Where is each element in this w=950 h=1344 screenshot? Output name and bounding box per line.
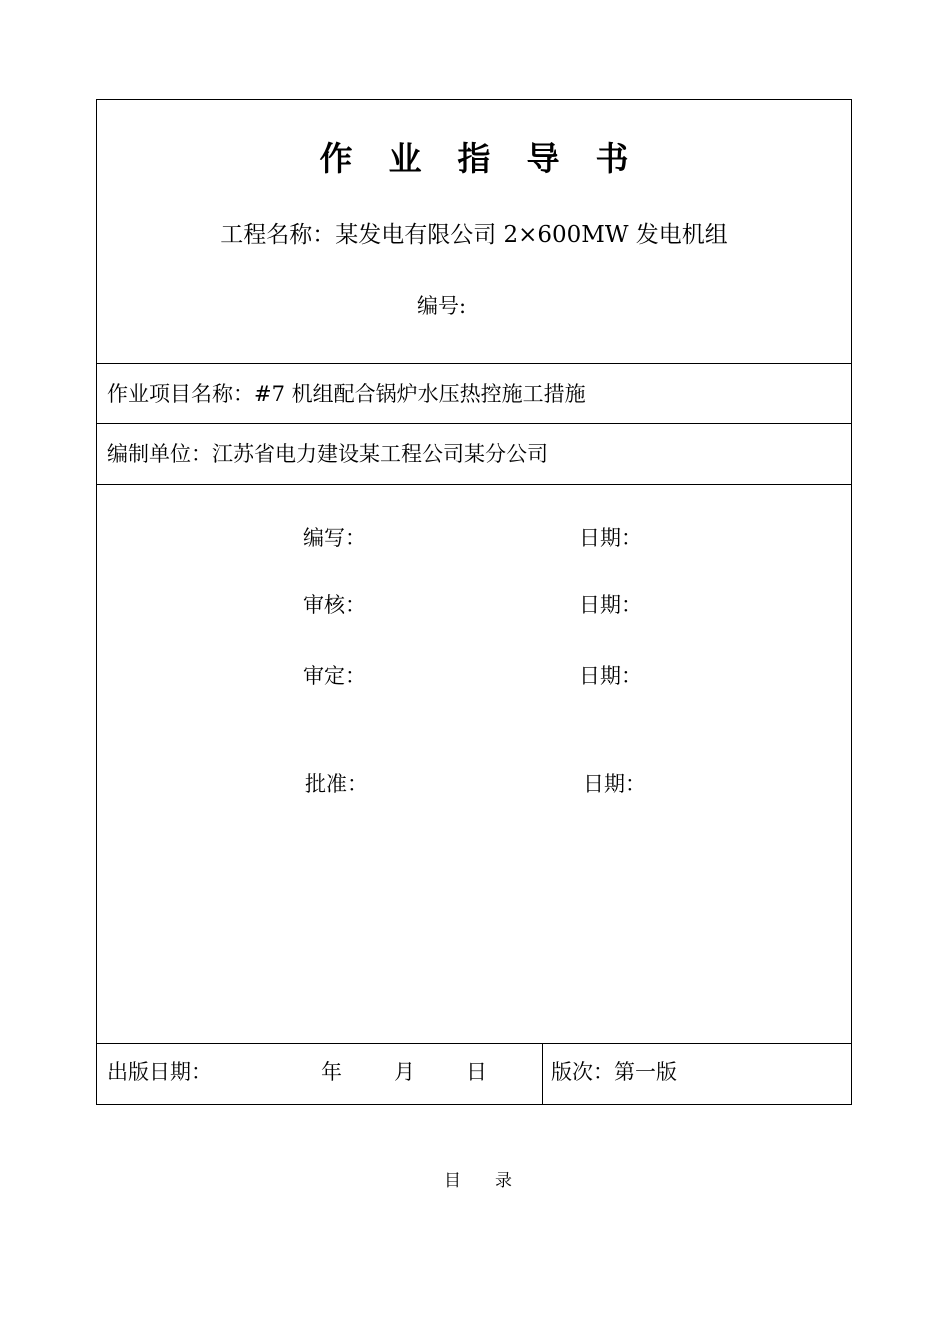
signature-role-write: 编写： (303, 526, 366, 550)
unit-row (97, 424, 851, 485)
signature-date-review: 日期： (579, 593, 642, 617)
footer-row (97, 1044, 851, 1104)
signature-role-approve-check: 审定： (303, 664, 366, 688)
publish-day-label: 日 (466, 1060, 487, 1084)
toc-heading: 目录 (444, 1171, 546, 1191)
header-block (97, 100, 851, 364)
publish-date-label: 出版日期： (107, 1060, 212, 1084)
signature-role-ratify: 批准： (305, 772, 368, 796)
signature-date-write: 日期： (579, 526, 642, 550)
publish-year-label: 年 (321, 1060, 342, 1084)
signature-date-approve-check: 日期： (579, 664, 642, 688)
document-title: 作业指导书 (319, 139, 665, 178)
publish-month-label: 月 (394, 1060, 415, 1084)
cover-form-table (96, 99, 852, 1105)
signature-date-ratify: 日期： (583, 772, 646, 796)
signature-block (97, 485, 851, 1044)
project-item-row (97, 364, 851, 424)
project-name: 工程名称：某发电有限公司 2×600MW 发电机组 (220, 222, 728, 248)
edition-label: 版次：第一版 (551, 1060, 677, 1084)
project-item-name: 作业项目名称：#7 机组配合锅炉水压热控施工措施 (107, 382, 586, 406)
document-number-label: 编号: (417, 294, 467, 318)
signature-role-review: 审核： (303, 593, 366, 617)
footer-divider (542, 1044, 543, 1104)
compiling-unit: 编制单位：江苏省电力建设某工程公司某分公司 (107, 442, 548, 466)
